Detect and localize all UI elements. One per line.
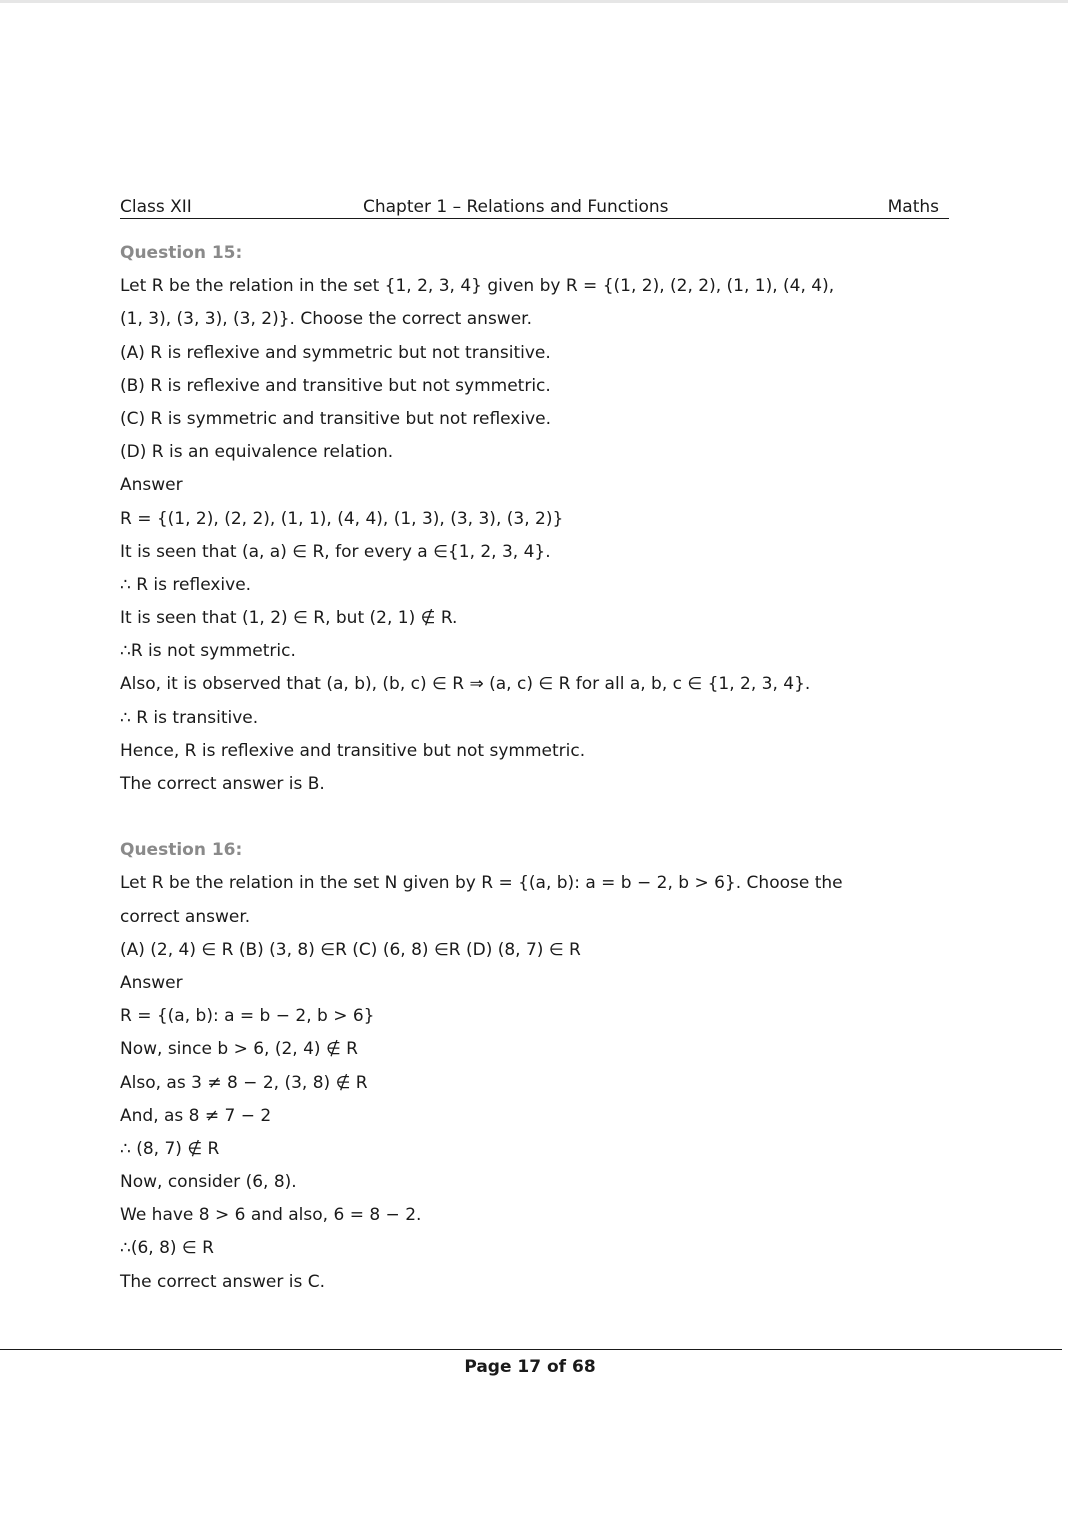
answer-line: R = {(a, b): a = b − 2, b > 6}	[120, 1006, 375, 1027]
page-header	[120, 196, 949, 219]
page-content	[120, 237, 950, 1299]
option-a: (A) R is reflexive and symmetric but not transitive.	[120, 342, 551, 363]
answer-line: Hence, R is reflexive and transitive but not symmetric.	[120, 740, 586, 761]
answer-line: R = {(1, 2), (2, 2), (1, 1), (4, 4), (1, 3), (3, 3), (3, 2)}	[120, 508, 564, 529]
top-border	[0, 0, 1068, 3]
answer-line: ∴ R is transitive.	[120, 707, 259, 728]
answer-line: ∴ (8, 7) ∉ R	[120, 1138, 220, 1159]
answer-line: It is seen that (a, a) ∈ R, for every a ∈{1, 2, 3, 4}.	[120, 541, 551, 562]
answer-line: It is seen that (1, 2) ∈ R, but (2, 1) ∉ R.	[120, 608, 458, 629]
answer-conclusion: The correct answer is B.	[120, 774, 325, 794]
answer-line: Also, as 3 ≠ 8 − 2, (3, 8) ∉ R	[120, 1072, 368, 1093]
footer-divider	[0, 1349, 1062, 1350]
answer-label: Answer	[120, 475, 183, 496]
header-chapter: Chapter 1 – Relations and Functions	[363, 197, 669, 217]
question-15-line: (1, 3), (3, 3), (3, 2)}. Choose the correct answer.	[120, 309, 532, 330]
answer-line: Now, since b > 6, (2, 4) ∉ R	[120, 1039, 358, 1060]
header-class: Class XII	[120, 197, 192, 217]
option-d: (D) R is an equivalence relation.	[120, 442, 394, 463]
answer-line: And, as 8 ≠ 7 − 2	[120, 1105, 272, 1126]
answer-label: Answer	[120, 972, 183, 993]
answer-line: Now, consider (6, 8).	[120, 1172, 297, 1193]
option-c: (C) R is symmetric and transitive but not reflexive.	[120, 408, 552, 429]
question-16-line: correct answer.	[120, 906, 251, 927]
question-15-line: Let R be the relation in the set {1, 2, 3, 4} given by R = {(1, 2), (2, 2), (1, 1), (4, 4),	[120, 276, 835, 297]
answer-conclusion: The correct answer is C.	[120, 1271, 326, 1292]
options-line: (A) (2, 4) ∈ R (B) (3, 8) ∈R (C) (6, 8) ∈R (D) (8, 7) ∈ R	[120, 939, 581, 960]
answer-line: Also, it is observed that (a, b), (b, c) ∈ R ⇒ (a, c) ∈ R for all a, b, c ∈ {1, 2, 3, 4}.	[120, 674, 811, 695]
answer-line: ∴ R is reflexive.	[120, 574, 252, 595]
page-number: Page 17 of 68	[464, 1357, 596, 1377]
section-gap	[120, 801, 950, 834]
question-15-title: Question 15:	[120, 243, 243, 263]
option-b: (B) R is reflexive and transitive but not symmetric.	[120, 375, 551, 396]
question-16-title: Question 16:	[120, 840, 243, 861]
header-subject: Maths	[887, 197, 939, 217]
question-16-line: Let R be the relation in the set N given by R = {(a, b): a = b − 2, b > 6}. Choose the	[120, 873, 843, 894]
answer-line: ∴R is not symmetric.	[120, 641, 296, 662]
answer-line: We have 8 > 6 and also, 6 = 8 − 2.	[120, 1205, 422, 1226]
answer-line: ∴(6, 8) ∈ R	[120, 1238, 214, 1259]
